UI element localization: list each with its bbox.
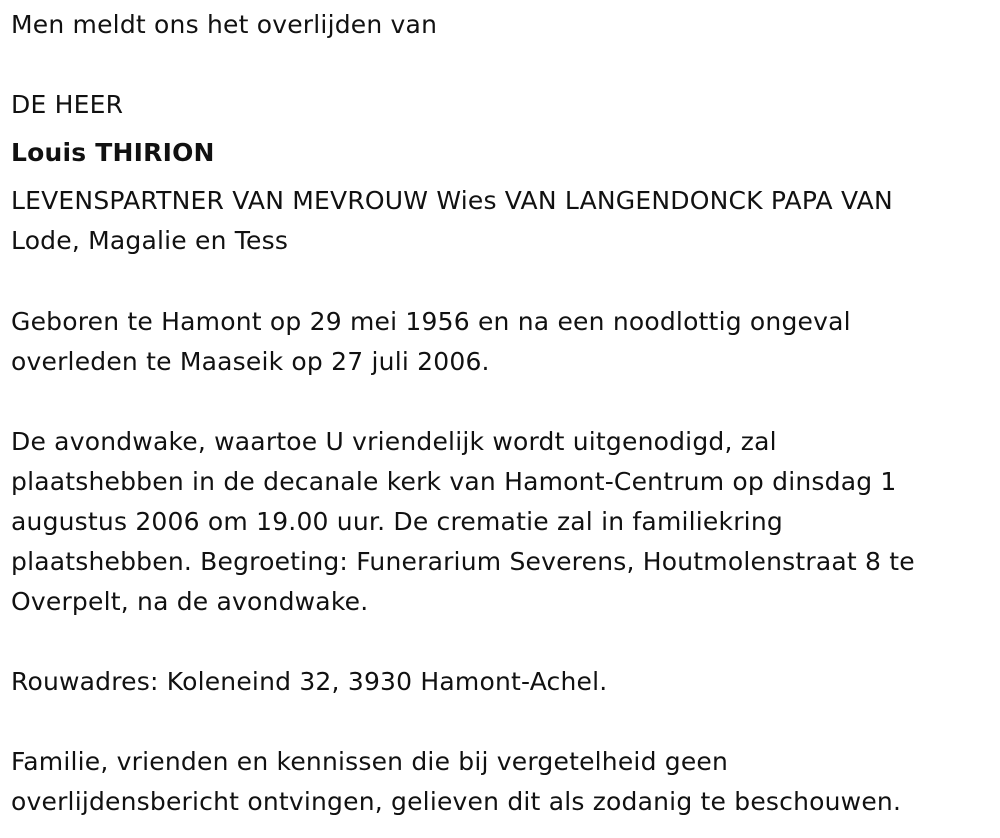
deceased-name: Louis THIRION bbox=[11, 138, 215, 167]
relations-line: LEVENSPARTNER VAN MEVROUW Wies VAN LANGENDONCK PAPA VAN bbox=[11, 186, 893, 215]
address-text: Rouwadres: Koleneind 32, 3930 Hamont-Achel. bbox=[11, 667, 608, 696]
title-text: DE HEER bbox=[11, 90, 124, 119]
closing-line: overlijdensbericht ontvingen, gelieven dit als zodanig te beschouwen. bbox=[11, 787, 902, 816]
ceremony-line: plaatshebben. Begroeting: Funerarium Severens, Houtmolenstraat 8 te bbox=[11, 547, 915, 576]
birth-death-line: overleden te Maaseik op 27 juli 2006. bbox=[11, 347, 490, 376]
closing-line: Familie, vrienden en kennissen die bij vergetelheid geen bbox=[11, 747, 729, 776]
ceremony-line: De avondwake, waartoe U vriendelijk wordt uitgenodigd, zal bbox=[11, 427, 777, 456]
intro-text: Men meldt ons het overlijden van bbox=[11, 10, 438, 39]
ceremony-line: Overpelt, na de avondwake. bbox=[11, 587, 369, 616]
relations-line: Lode, Magalie en Tess bbox=[11, 226, 289, 255]
ceremony-line: plaatshebben in de decanale kerk van Hamont-Centrum op dinsdag 1 bbox=[11, 467, 897, 496]
ceremony-line: augustus 2006 om 19.00 uur. De crematie zal in familiekring bbox=[11, 507, 783, 536]
birth-death-line: Geboren te Hamont op 29 mei 1956 en na een noodlottig ongeval bbox=[11, 307, 851, 336]
